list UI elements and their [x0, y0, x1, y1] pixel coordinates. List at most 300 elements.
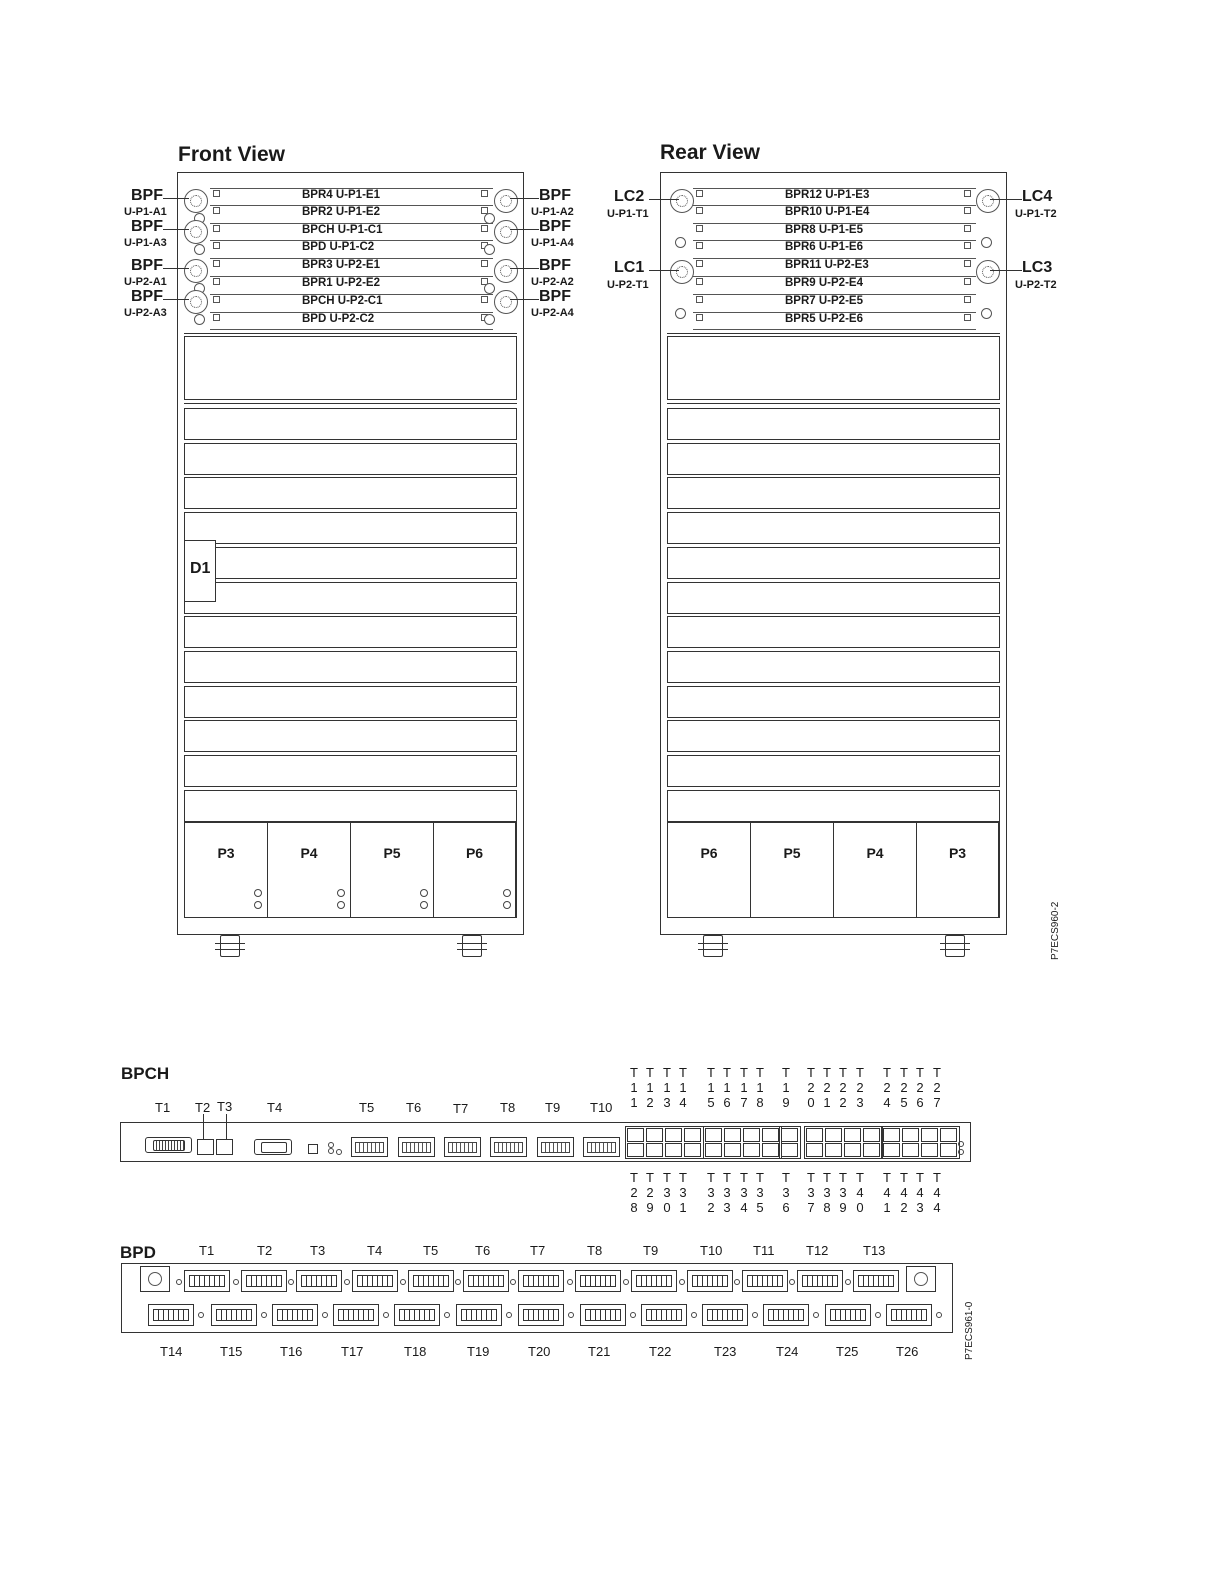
bpch-bottom-port-label: T — [823, 1170, 831, 1185]
rj45-port-icon — [781, 1143, 798, 1157]
rj45-port-icon — [844, 1143, 861, 1157]
bpch-bottom-port-label: T — [756, 1170, 764, 1185]
bpch-top-port-label: 0 — [807, 1095, 815, 1110]
bpd-port-label: T25 — [836, 1344, 859, 1359]
front-card-latch — [213, 190, 220, 197]
front-power-supply-label: P5 — [383, 845, 401, 861]
led-icon — [322, 1312, 328, 1318]
front-power-supply-label: P6 — [465, 845, 484, 861]
rear-card-label: BPR9 U-P2-E4 — [785, 277, 863, 289]
led-icon — [789, 1279, 795, 1285]
bpd-port-label: T26 — [896, 1344, 919, 1359]
bpch-top-port-label: 2 — [916, 1080, 924, 1095]
connector-pins — [523, 1275, 559, 1287]
front-card-latch — [213, 314, 220, 321]
rear-drawer-slot — [667, 443, 1000, 475]
screw-icon — [148, 1272, 162, 1286]
bpd-connector-icon — [518, 1270, 564, 1292]
rj45-port-icon — [781, 1128, 798, 1142]
bpch-connector-icon — [351, 1137, 388, 1157]
bpch-top-port-label: 8 — [756, 1095, 764, 1110]
bpd-port-label: T24 — [776, 1344, 799, 1359]
bpch-top-port-label: 2 — [856, 1080, 864, 1095]
front-card-label: BPCH U-P2-C1 — [302, 295, 383, 307]
rear-view-title: Rear View — [660, 141, 761, 164]
bpch-top-port-label: 2 — [933, 1080, 941, 1095]
leader-line — [990, 199, 1022, 200]
rj45-port-icon — [940, 1128, 957, 1142]
rear-card-latch — [696, 190, 703, 197]
bpch-bottom-port-label: T — [740, 1170, 748, 1185]
rj45-port-icon — [902, 1143, 919, 1157]
bpch-bottom-port-label: T — [856, 1170, 864, 1185]
front-card-strip — [210, 329, 493, 330]
leader-line — [649, 270, 679, 271]
bpch-bottom-port-label: 4 — [900, 1185, 908, 1200]
led-icon — [510, 1279, 516, 1285]
bpch-bottom-port-label: T — [723, 1170, 731, 1185]
bpch-bottom-port-label: 1 — [883, 1200, 891, 1215]
bpf-location: U-P2-A2 — [531, 276, 574, 288]
led-icon — [845, 1279, 851, 1285]
bpch-bottom-port-label: T — [707, 1170, 715, 1185]
connector-pins — [580, 1275, 616, 1287]
bpch-top-port-label: 1 — [630, 1080, 638, 1095]
rear-power-supply-label: P4 — [866, 845, 884, 861]
bpch-bottom-port-label: 7 — [807, 1200, 815, 1215]
front-drawer-slot — [184, 547, 517, 579]
bpch-bottom-port-label: 8 — [823, 1200, 831, 1215]
bpch-bottom-port-label: T — [883, 1170, 891, 1185]
bpch-port-label: T10 — [590, 1100, 613, 1115]
bpch-bottom-port-label: 3 — [663, 1185, 671, 1200]
bpch-top-port-label: 1 — [707, 1080, 715, 1095]
front-power-supply — [267, 822, 351, 918]
bpch-top-port-label: T — [663, 1065, 671, 1080]
bpf-callout: BPF — [539, 257, 571, 274]
status-led — [337, 901, 345, 909]
front-drawer-slot — [184, 790, 517, 822]
bpch-connector-icon — [444, 1137, 481, 1157]
status-led — [420, 889, 428, 897]
bpd-connector-icon — [886, 1304, 932, 1326]
led-icon — [813, 1312, 819, 1318]
connector-pins — [448, 1142, 477, 1153]
bpd-connector-icon — [687, 1270, 733, 1292]
front-bay-separator — [184, 333, 517, 334]
rj45-port-icon — [743, 1128, 760, 1142]
bpch-top-port-label: 1 — [630, 1095, 638, 1110]
bpch-bottom-port-label: 0 — [856, 1200, 864, 1215]
rj45-port-icon — [646, 1128, 663, 1142]
rj45-port-icon — [724, 1143, 741, 1157]
bpd-connector-icon — [853, 1270, 899, 1292]
bpch-bottom-port-label: 1 — [679, 1200, 687, 1215]
connector-pins — [413, 1275, 449, 1287]
lc-callout: LC3 — [1022, 259, 1053, 276]
rj45-port-icon — [762, 1143, 779, 1157]
front-card-label: BPD U-P2-C2 — [302, 313, 375, 325]
bpch-top-port-label: T — [933, 1065, 941, 1080]
bpf-callout: BPF — [539, 187, 571, 204]
connector-pins — [802, 1275, 838, 1287]
bpch-bottom-port-label: 2 — [646, 1185, 654, 1200]
front-card-latch — [481, 260, 488, 267]
bpd-connector-icon — [296, 1270, 342, 1292]
bpch-port-label: T3 — [217, 1099, 233, 1114]
rear-card-label: BPR11 U-P2-E3 — [785, 259, 869, 271]
rj45-port-icon — [705, 1143, 722, 1157]
bpch-bottom-port-label: T — [646, 1170, 654, 1185]
rj45-port-icon — [825, 1128, 842, 1142]
bpch-top-port-label: 5 — [900, 1095, 908, 1110]
bpch-bottom-port-label: 3 — [679, 1185, 687, 1200]
rear-card-latch — [696, 314, 703, 321]
bpch-top-port-label: T — [646, 1065, 654, 1080]
bpch-top-port-label: 4 — [883, 1095, 891, 1110]
fan-ring-icon — [194, 314, 205, 325]
led-icon — [400, 1279, 406, 1285]
bpd-connector-icon — [580, 1304, 626, 1326]
bpd-connector-icon — [641, 1304, 687, 1326]
bpd-port-label: T18 — [404, 1344, 427, 1359]
front-card-label: BPR1 U-P2-E2 — [302, 277, 380, 289]
bpch-top-port-label: 1 — [679, 1080, 687, 1095]
lc-location: U-P1-T1 — [607, 208, 649, 220]
rear-empty-bay — [667, 336, 1000, 400]
rj45-port-icon — [724, 1128, 741, 1142]
front-card-latch — [481, 190, 488, 197]
rear-bay-separator — [667, 333, 1000, 334]
bpd-port-label: T23 — [714, 1344, 737, 1359]
figure-id-top: P7ECS960-2 — [1050, 901, 1061, 960]
connector-pins — [355, 1142, 384, 1153]
bpf-location: U-P1-A3 — [124, 237, 167, 249]
connector-pins — [357, 1275, 393, 1287]
front-card-latch — [213, 242, 220, 249]
leader-line — [226, 1114, 227, 1140]
bpch-top-port-label: T — [900, 1065, 908, 1080]
rear-drawer-slot — [667, 790, 1000, 822]
bpd-port-label: T22 — [649, 1344, 672, 1359]
rear-bay-separator — [667, 403, 1000, 404]
bpch-bottom-port-label: 2 — [900, 1200, 908, 1215]
bpch-bottom-port-label: T — [807, 1170, 815, 1185]
rear-drawer-slot — [667, 720, 1000, 752]
bpch-port-label: T6 — [406, 1100, 422, 1115]
connector-pins — [189, 1275, 225, 1287]
bpd-port-label: T20 — [528, 1344, 551, 1359]
bpd-port-label: T5 — [423, 1243, 439, 1258]
bpch-bottom-port-label: 3 — [839, 1185, 847, 1200]
leader-line — [163, 299, 189, 300]
lc-location: U-P2-T1 — [607, 279, 649, 291]
bpd-port-label: T14 — [160, 1344, 183, 1359]
led-icon — [936, 1312, 942, 1318]
bpf-location: U-P2-A3 — [124, 307, 167, 319]
connector-pins — [399, 1309, 435, 1321]
led-icon — [567, 1279, 573, 1285]
bpd-port-label: T16 — [280, 1344, 303, 1359]
bpd-port-label: T15 — [220, 1344, 243, 1359]
front-power-supply-label: P3 — [217, 845, 235, 861]
rj45-port-icon — [883, 1128, 900, 1142]
fan-icon — [494, 259, 518, 283]
lc-callout: LC2 — [614, 188, 645, 205]
connector-pins — [636, 1275, 672, 1287]
rear-card-latch — [964, 296, 971, 303]
bpch-top-port-label: 1 — [740, 1080, 748, 1095]
bpd-port-label: T8 — [587, 1243, 603, 1258]
rj45-port-icon — [902, 1128, 919, 1142]
rj45-port-icon — [665, 1128, 682, 1142]
bpd-port-label: T9 — [643, 1243, 659, 1258]
led-icon — [958, 1141, 964, 1147]
bpch-bottom-port-label: 3 — [723, 1185, 731, 1200]
status-led — [254, 889, 262, 897]
bpch-top-port-label: T — [723, 1065, 731, 1080]
bpf-callout: BPF — [131, 218, 163, 235]
rear-card-latch — [696, 278, 703, 285]
rear-card-latch — [964, 190, 971, 197]
front-card-latch — [213, 278, 220, 285]
front-card-label: BPCH U-P1-C1 — [302, 224, 383, 236]
fan-ring-icon — [484, 283, 495, 294]
figure-id-bottom: P7ECS961-0 — [964, 1301, 975, 1360]
rj45-port-icon — [863, 1143, 880, 1157]
led-icon — [734, 1279, 740, 1285]
led-icon — [344, 1279, 350, 1285]
bpch-top-port-label: T — [756, 1065, 764, 1080]
rear-card-label: BPR7 U-P2-E5 — [785, 295, 863, 307]
bpch-top-port-label: T — [883, 1065, 891, 1080]
bpd-title: BPD — [120, 1243, 156, 1262]
led-icon — [336, 1149, 342, 1155]
connector-pins — [461, 1309, 497, 1321]
bpch-top-port-label: T — [740, 1065, 748, 1080]
bpf-location: U-P1-A2 — [531, 206, 574, 218]
bpd-connector-icon — [184, 1270, 230, 1292]
bpch-bottom-port-label: T — [663, 1170, 671, 1185]
front-card-label: BPR2 U-P1-E2 — [302, 206, 380, 218]
bpch-connector-icon — [537, 1137, 574, 1157]
bpch-top-port-label: 5 — [707, 1095, 715, 1110]
bpf-callout: BPF — [131, 288, 163, 305]
leader-line — [203, 1114, 204, 1140]
bpd-port-label: T6 — [475, 1243, 491, 1258]
light-control-icon — [670, 189, 694, 213]
rear-drawer-slot — [667, 512, 1000, 544]
rear-card-latch — [696, 296, 703, 303]
bpd-port-label: T13 — [863, 1243, 886, 1258]
rear-drawer-slot — [667, 755, 1000, 787]
bpd-connector-icon — [742, 1270, 788, 1292]
status-led — [337, 889, 345, 897]
rear-power-supply — [833, 822, 917, 918]
rj45-port-icon — [627, 1128, 644, 1142]
bpch-bottom-port-label: 6 — [782, 1200, 790, 1215]
fan-ring-icon — [194, 244, 205, 255]
bpd-port-label: T11 — [753, 1243, 775, 1258]
front-card-latch — [213, 296, 220, 303]
front-caster — [220, 935, 240, 957]
connector-pins — [468, 1275, 504, 1287]
front-drawer-slot — [184, 477, 517, 509]
bpch-bottom-port-label: 3 — [740, 1185, 748, 1200]
connector-pins — [523, 1309, 559, 1321]
bpd-connector-icon — [797, 1270, 843, 1292]
bpch-top-port-label: 7 — [740, 1095, 748, 1110]
bpch-top-port-label: T — [839, 1065, 847, 1080]
bpch-port-label: T1 — [155, 1100, 171, 1115]
rj45-port-icon — [883, 1143, 900, 1157]
rj45-port-icon — [684, 1128, 701, 1142]
front-card-label: BPR4 U-P1-E1 — [302, 189, 380, 201]
bpf-callout: BPF — [539, 218, 571, 235]
led-icon — [958, 1149, 964, 1155]
rear-card-latch — [696, 242, 703, 249]
bpch-connector-icon — [398, 1137, 435, 1157]
bpch-bottom-port-label: 3 — [807, 1185, 815, 1200]
led-icon — [383, 1312, 389, 1318]
lc-callout: LC4 — [1022, 188, 1053, 205]
led-icon — [261, 1312, 267, 1318]
connector-pins — [587, 1142, 616, 1153]
light-control-icon — [670, 260, 694, 284]
leader-line — [163, 229, 189, 230]
rj45-port-icon — [646, 1143, 663, 1157]
rj45-port-icon — [806, 1128, 823, 1142]
leader-line — [510, 299, 539, 300]
bpch-top-port-label: 2 — [883, 1080, 891, 1095]
lc-location: U-P2-T2 — [1015, 279, 1057, 291]
connector-pins — [768, 1309, 804, 1321]
front-card-latch — [213, 225, 220, 232]
ethernet-port-icon — [216, 1139, 233, 1155]
rj45-port-icon — [665, 1143, 682, 1157]
led-icon — [506, 1312, 512, 1318]
bpch-top-port-label: 3 — [663, 1095, 671, 1110]
status-led — [254, 901, 262, 909]
front-caster — [462, 935, 482, 957]
lc-callout: LC1 — [614, 259, 645, 276]
bpd-connector-icon — [148, 1304, 194, 1326]
rear-drawer-slot — [667, 651, 1000, 683]
bpch-bottom-port-label: T — [679, 1170, 687, 1185]
front-drawer-slot — [184, 512, 517, 544]
leader-line — [163, 268, 189, 269]
front-power-supply — [350, 822, 434, 918]
bpch-top-port-label: 2 — [900, 1080, 908, 1095]
bpd-connector-icon — [408, 1270, 454, 1292]
connector-pins — [402, 1142, 431, 1153]
connector-pins — [692, 1275, 728, 1287]
bpf-location: U-P1-A1 — [124, 206, 167, 218]
bpch-bottom-port-label: 8 — [630, 1200, 638, 1215]
switch-icon — [308, 1144, 318, 1154]
bpd-port-label: T3 — [310, 1243, 326, 1258]
bpch-top-port-label: 6 — [723, 1095, 731, 1110]
led-icon — [288, 1279, 294, 1285]
bpf-callout: BPF — [131, 187, 163, 204]
bpch-bottom-port-label: 2 — [707, 1200, 715, 1215]
bpf-location: U-P2-A1 — [124, 276, 167, 288]
fan-icon — [494, 189, 518, 213]
led-icon — [691, 1312, 697, 1318]
bpch-connector-icon — [490, 1137, 527, 1157]
bpd-connector-icon — [763, 1304, 809, 1326]
front-drawer-slot — [184, 616, 517, 648]
bpch-top-port-label: 2 — [646, 1095, 654, 1110]
fan-icon — [184, 220, 208, 244]
bpch-top-port-label: 2 — [807, 1080, 815, 1095]
rear-card-label: BPR12 U-P1-E3 — [785, 189, 870, 201]
front-drawer-slot — [184, 582, 517, 614]
fan-icon — [494, 290, 518, 314]
bpch-top-port-label: 1 — [723, 1080, 731, 1095]
bpch-top-port-label: 9 — [782, 1095, 790, 1110]
fan-ring-icon — [484, 314, 495, 325]
bpch-top-port-label: 3 — [856, 1095, 864, 1110]
rear-card-label: BPR8 U-P1-E5 — [785, 224, 863, 236]
led-icon — [679, 1279, 685, 1285]
rj45-port-icon — [844, 1128, 861, 1142]
fan-ring-icon — [981, 308, 992, 319]
bpch-top-port-label: 1 — [756, 1080, 764, 1095]
led-icon — [623, 1279, 629, 1285]
bpch-top-port-label: 7 — [933, 1095, 941, 1110]
connector-pins — [153, 1309, 189, 1321]
bpd-connector-icon — [241, 1270, 287, 1292]
bpch-bottom-port-label: 2 — [630, 1185, 638, 1200]
connector-pins — [858, 1275, 894, 1287]
rear-power-supply-label: P5 — [783, 845, 801, 861]
bpch-top-port-label: T — [823, 1065, 831, 1080]
front-drawer-slot — [184, 720, 517, 752]
bpch-connector-icon — [583, 1137, 620, 1157]
bpd-connector-icon — [631, 1270, 677, 1292]
connector-pins — [216, 1309, 252, 1321]
fan-icon — [184, 290, 208, 314]
rj45-port-icon — [940, 1143, 957, 1157]
status-led — [503, 889, 511, 897]
bpd-port-label: T2 — [257, 1243, 273, 1258]
bpd-port-label: T19 — [467, 1344, 490, 1359]
bpd-port-label: T4 — [367, 1243, 383, 1258]
bpch-top-port-label: 1 — [823, 1095, 831, 1110]
bpd-connector-icon — [394, 1304, 440, 1326]
led-icon — [328, 1148, 334, 1154]
rear-power-supply — [750, 822, 834, 918]
bpch-top-port-label: 6 — [916, 1095, 924, 1110]
rear-card-label: BPR6 U-P1-E6 — [785, 241, 863, 253]
rear-caster — [945, 935, 965, 957]
rj45-port-icon — [743, 1143, 760, 1157]
rear-drawer-slot — [667, 582, 1000, 614]
rear-card-strip — [693, 329, 976, 330]
drawer-d1 — [184, 540, 216, 602]
bpd-connector-icon — [518, 1304, 564, 1326]
connector-pins — [246, 1275, 282, 1287]
connector-pins — [891, 1309, 927, 1321]
bpch-top-port-label: T — [707, 1065, 715, 1080]
front-card-latch — [481, 296, 488, 303]
front-bay-separator — [184, 403, 517, 404]
front-card-latch — [481, 225, 488, 232]
connector-pins — [494, 1142, 523, 1153]
front-drawer-slot — [184, 443, 517, 475]
led-icon — [455, 1279, 461, 1285]
